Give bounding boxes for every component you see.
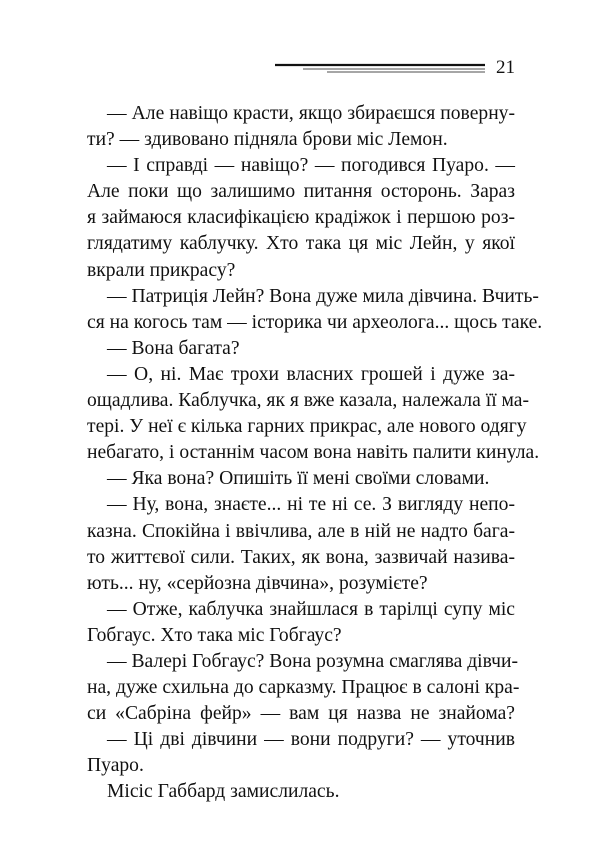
text-line: ють... ну, «серйозна дівчина», розумієте?	[87, 572, 428, 594]
text-line: — Отже, каблучка знайшлася в тарілці супу міс	[107, 598, 515, 620]
text-line: небагато, і останнім часом вона навіть палити кинула.	[87, 442, 540, 464]
text-line: ощадлива. Каблучка, як я вже казала, належала її ма-	[87, 390, 530, 412]
text-line: ся на когось там — історика чи археолога... щось таке.	[87, 311, 543, 333]
text-line: Гобгаус. Хто така міс Гобгаус?	[87, 624, 342, 646]
text-line: вкрали прикрасу?	[87, 259, 236, 281]
text-line: Пуаро.	[87, 755, 144, 777]
text-line: Місіс Габбард замислилась.	[107, 781, 340, 803]
text-line: — Але навіщо красти, якщо збираєшся поверну-	[107, 103, 515, 124]
text-line: — Вона багата?	[107, 337, 240, 359]
text-line: — Ну, вона, знаєте... ні те ні се. З вигляду непо-	[107, 494, 515, 516]
text-line: — Валері Гобгаус? Вона розумна смаглява дівчи-	[107, 650, 518, 672]
text-line: — О, ні. Має трохи власних грошей і дуже за-	[107, 363, 515, 385]
text-line: — І справді — навіщо? — погодився Пуаро. —	[107, 155, 515, 177]
text-line: казна. Спокійна і ввічлива, але в ній не надто бага-	[87, 520, 515, 542]
text-line: глядатиму каблучку. Хто така ця міс Лейн, у якої	[87, 233, 515, 255]
text-line: я займаюся класифікацією крадіжок і першою роз-	[87, 207, 515, 229]
text-line: то життєвої сили. Таких, як вона, зазвичай назива-	[87, 546, 515, 568]
text-line: Але поки що залишимо питання осторонь. Зараз	[87, 181, 515, 203]
page-number: 21	[496, 57, 515, 78]
text-line: — Яка вона? Опишіть її мені своїми словами.	[107, 468, 490, 490]
text-line: тері. У неї є кілька гарних прикрас, але нового одягу	[87, 416, 527, 438]
text-line: ти? — здивовано підняла брови міс Лемон.	[87, 129, 448, 151]
text-line: си «Сабріна фейр» — вам ця назва не знайома?	[87, 703, 515, 725]
text-body	[87, 101, 543, 806]
text-line: на, дуже схильна до сарказму. Працює в салоні кра-	[87, 677, 520, 699]
text-line: — Ці дві дівчини — вони подруги? — уточнив	[107, 729, 515, 751]
text-line: — Патриція Лейн? Вона дуже мила дівчина. Вчить-	[107, 285, 539, 307]
header-rule	[275, 62, 485, 74]
